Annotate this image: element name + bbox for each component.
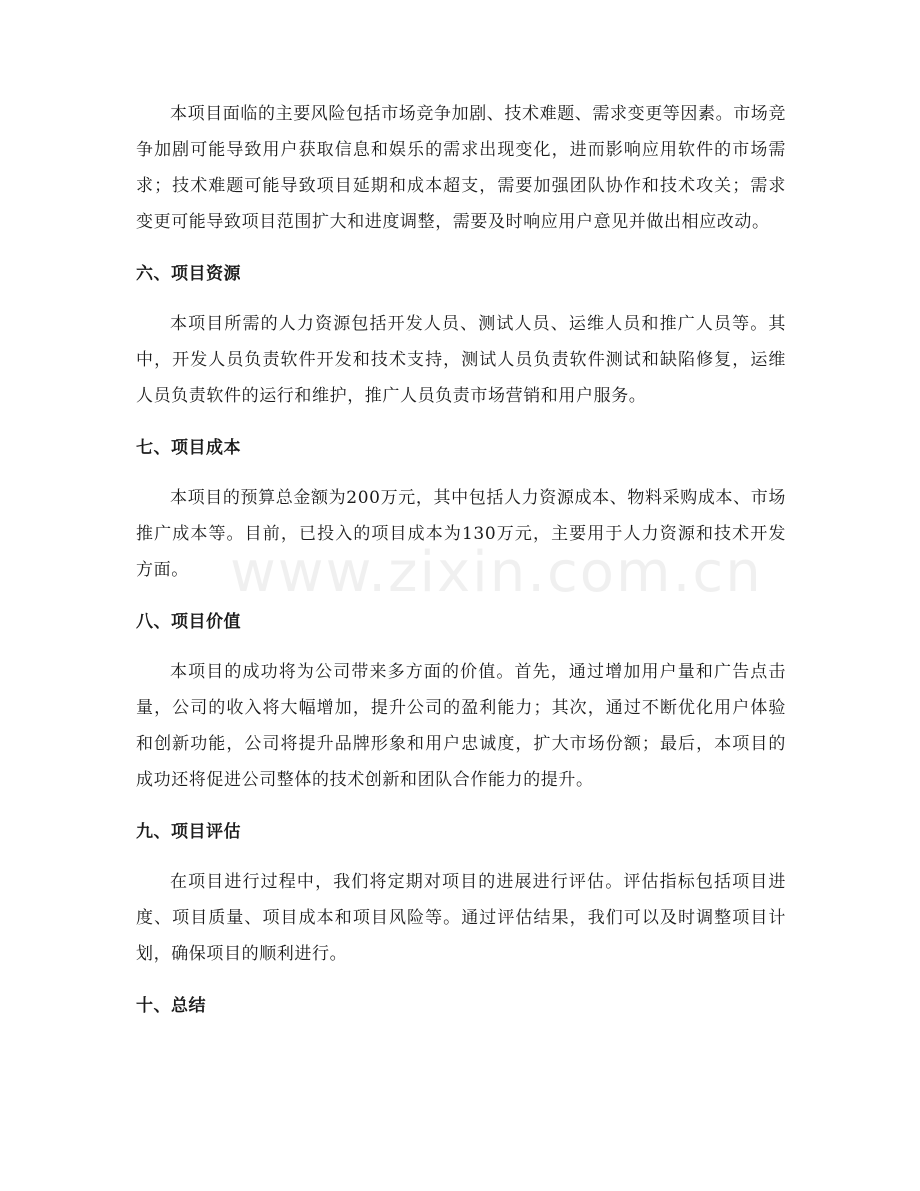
value-paragraph: 本项目的成功将为公司带来多方面的价值。首先，通过增加用户量和广告点击量，公司的收入将大幅增加，提升公司的盈利能力；其次，通过不断优化用户体验和创新功能，公司将提升品牌形象和用户忠诚度，扩大市场份额；最后，本项目的成功还将促进公司整体的技术创新和团队合作能力的提升。 bbox=[136, 662, 786, 790]
risk-paragraph: 本项目面临的主要风险包括市场竞争加剧、技术难题、需求变更等因素。市场竞争加剧可能导致用户获取信息和娱乐的需求出现变化，进而影响应用软件的市场需求；技术难题可能导致项目延期和成本超支，需要加强团队协作和技术攻关；需求变更可能导致项目范围扩大和进度调整，需要及时响应用户意见并做出相应改动。 bbox=[136, 104, 786, 232]
watermark: www.zixin.com.cn bbox=[230, 540, 763, 605]
value-heading: 八、项目价值 bbox=[136, 612, 241, 632]
cost-heading: 七、项目成本 bbox=[136, 438, 241, 458]
evaluation-heading: 九、项目评估 bbox=[136, 822, 241, 842]
summary-heading: 十、总结 bbox=[136, 996, 206, 1016]
document-page bbox=[136, 96, 786, 1020]
resources-heading: 六、项目资源 bbox=[136, 264, 241, 284]
cost-paragraph: 本项目的预算总金额为200万元，其中包括人力资源成本、物料采购成本、市场推广成本等。目前，已投入的项目成本为130万元，主要用于人力资源和技术开发方面。 bbox=[136, 488, 786, 580]
evaluation-paragraph: 在项目进行过程中，我们将定期对项目的进展进行评估。评估指标包括项目进度、项目质量、项目成本和项目风险等。通过评估结果，我们可以及时调整项目计划，确保项目的顺利进行。 bbox=[136, 872, 786, 964]
resources-paragraph: 本项目所需的人力资源包括开发人员、测试人员、运维人员和推广人员等。其中，开发人员负责软件开发和技术支持，测试人员负责软件测试和缺陷修复，运维人员负责软件的运行和维护，推广人员负责市场营销和用户服务。 bbox=[136, 314, 786, 406]
